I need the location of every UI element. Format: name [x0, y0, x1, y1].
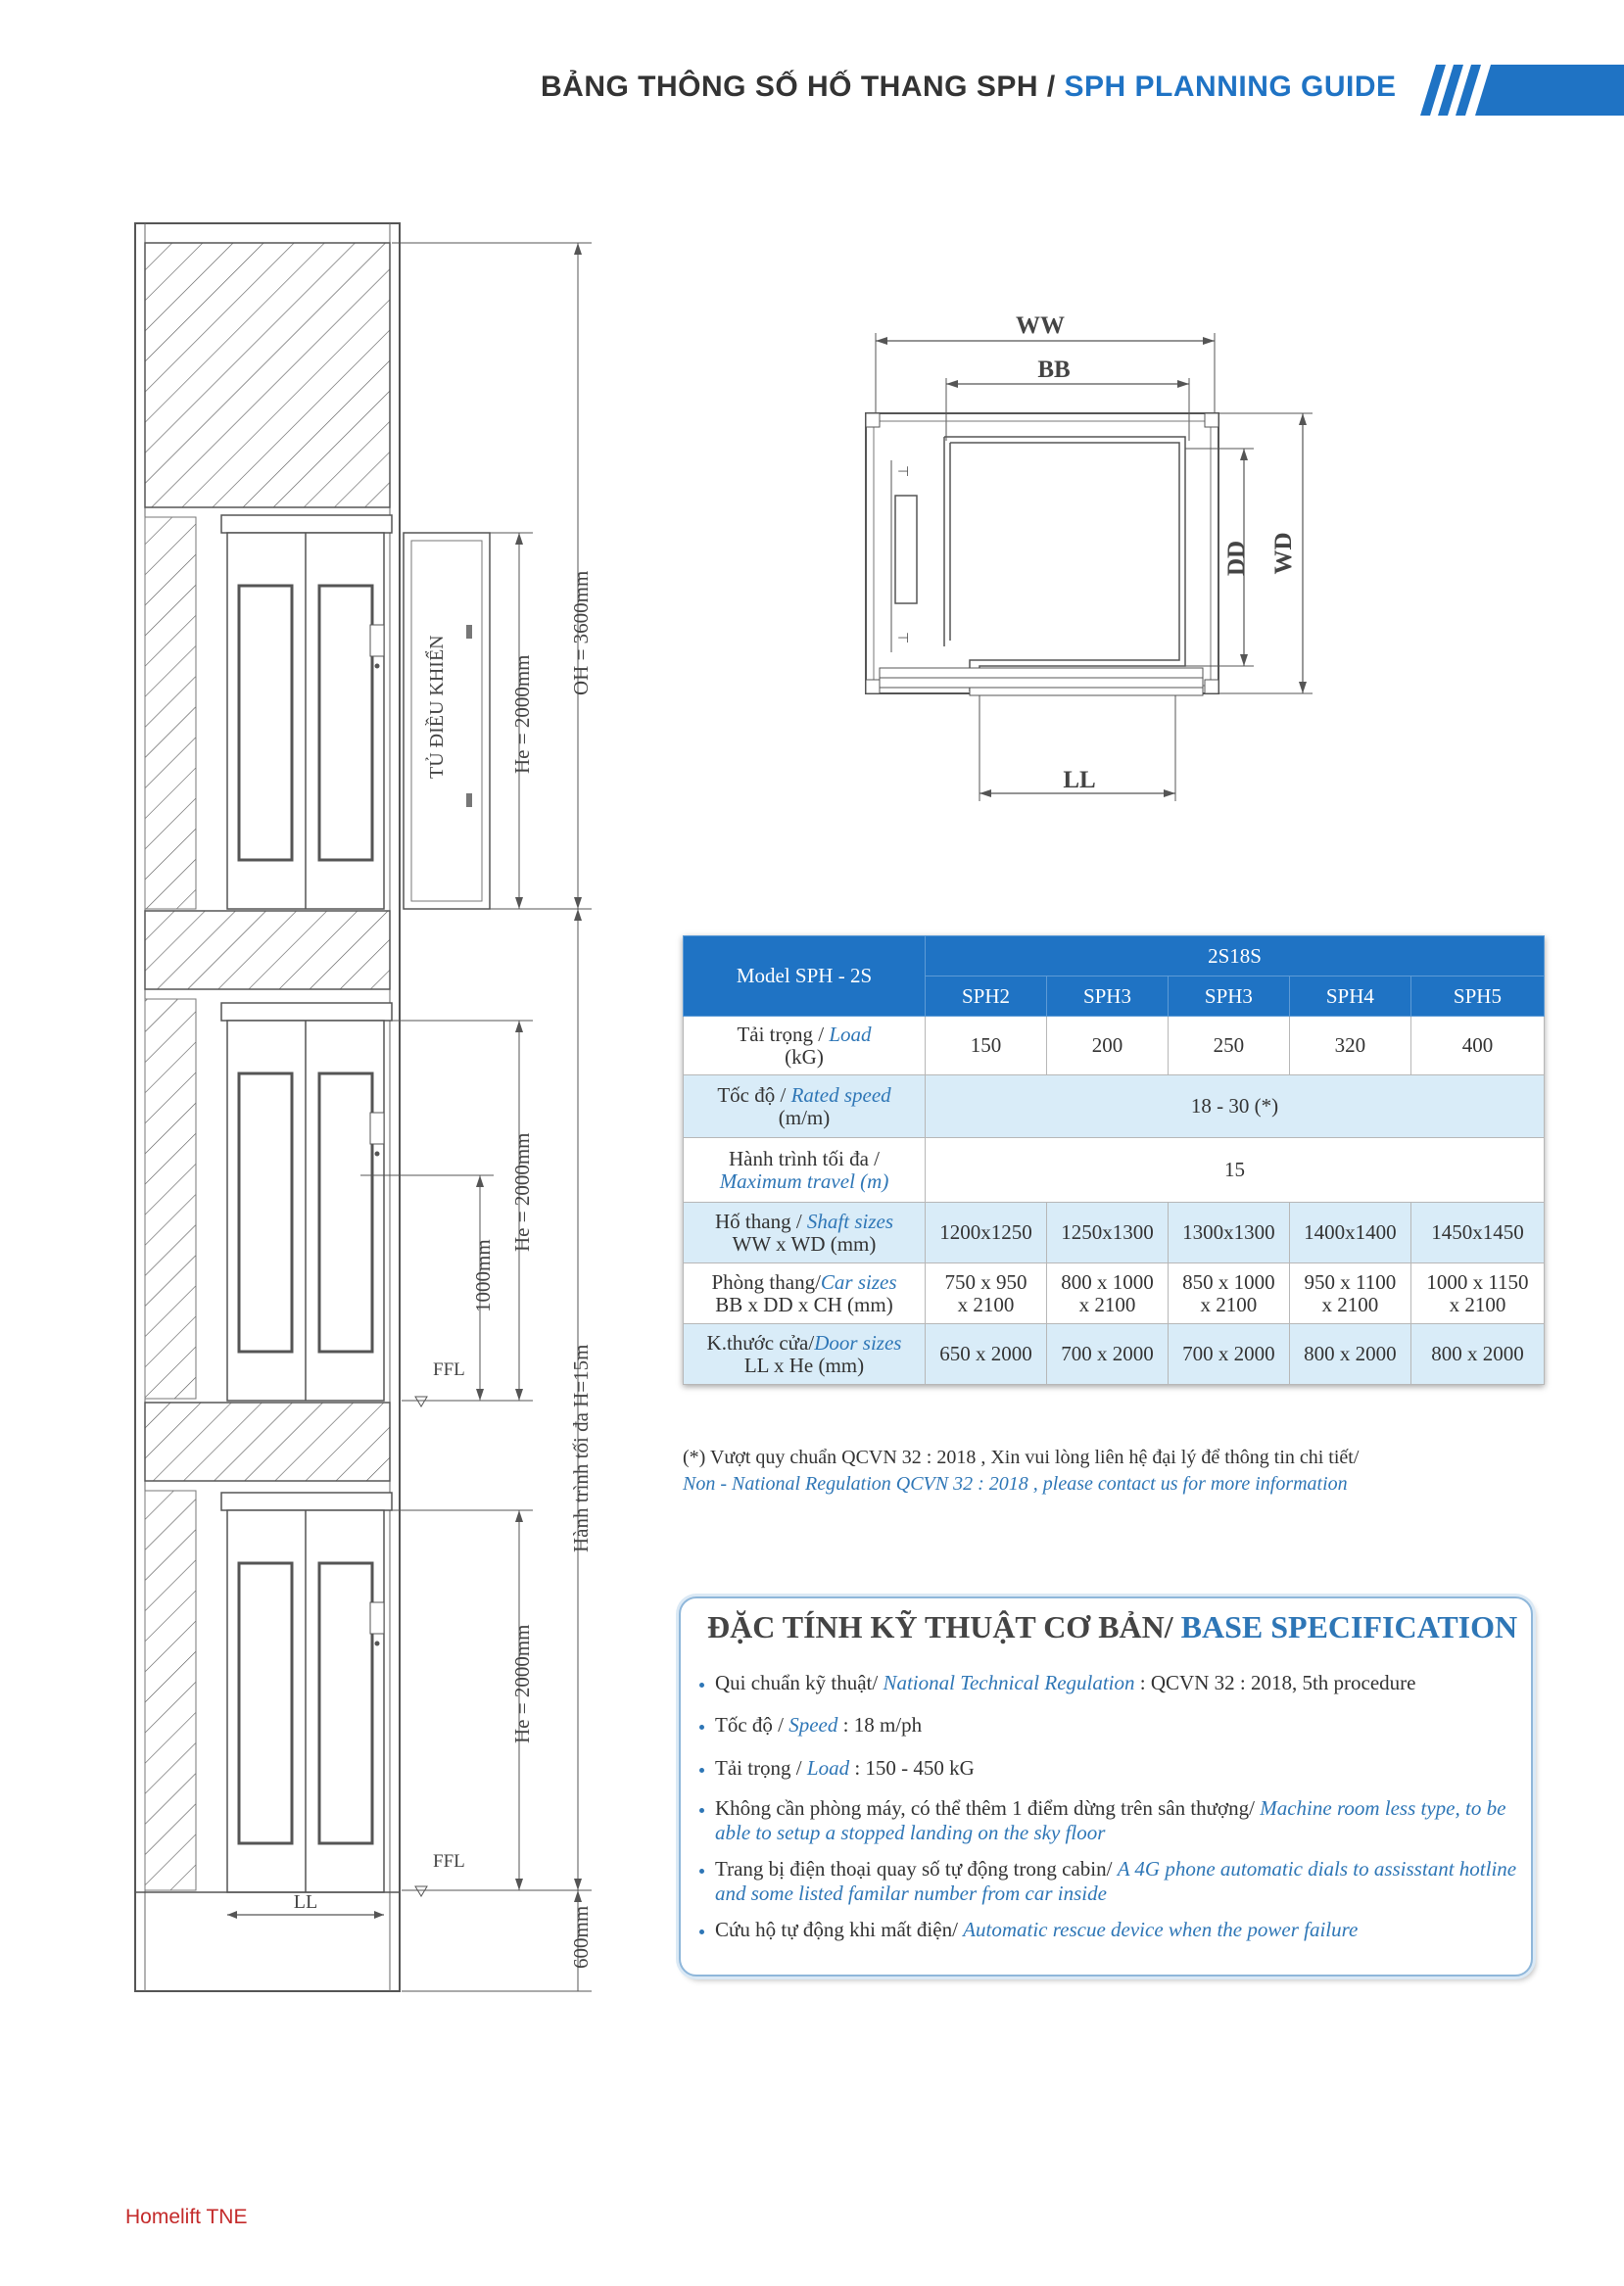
- footer-brand: Homelift TNE: [125, 2206, 248, 2228]
- list-item: Tải trọng / Load : 150 - 450 kG: [697, 1756, 1520, 1781]
- list-item: Cứu hộ tự động khi mất điện/ Automatic rescue device when the power failure: [697, 1918, 1520, 1942]
- cell: 800 x 2000: [1410, 1324, 1544, 1385]
- model-header: Model SPH - 2S: [684, 936, 926, 1017]
- svg-text:⊣: ⊣: [897, 465, 910, 480]
- plan-wd-label: WD: [1270, 532, 1297, 575]
- ffl-mid-label: FFL: [433, 1359, 465, 1380]
- h1000-label: 1000mm: [471, 1239, 495, 1312]
- page-header-title: [541, 71, 1397, 104]
- footnote-vi: (*) Vượt quy chuẩn QCVN 32 : 2018 , Xin vui lòng liên hệ đại lý để thông tin chi tiết/: [683, 1447, 1360, 1468]
- spec-table: [683, 935, 1545, 1385]
- model-col-3: SPH3: [1168, 976, 1289, 1017]
- cell: 800 x 2000: [1289, 1324, 1410, 1385]
- pit-label: 600mm: [569, 1905, 593, 1969]
- header-title-en: SPH PLANNING GUIDE: [1064, 71, 1397, 103]
- model-col-2: SPH3: [1046, 976, 1168, 1017]
- cell: 1400x1400: [1289, 1203, 1410, 1263]
- row-label-load: Tải trọng / Load (kG): [684, 1017, 926, 1075]
- cell: 1200x1250: [926, 1203, 1047, 1263]
- cell: 950 x 1100 x 2100: [1289, 1263, 1410, 1324]
- cell: 320: [1289, 1017, 1410, 1075]
- shaft-elevation-drawing: [118, 206, 627, 1998]
- table-row-door: [684, 1324, 1545, 1385]
- door-middle: [221, 1003, 392, 1401]
- ffl-bottom-label: FFL: [433, 1851, 465, 1872]
- table-row-shaft: [684, 1203, 1545, 1263]
- table-row-speed: [684, 1075, 1545, 1138]
- table-row-car: [684, 1263, 1545, 1324]
- cell-merged: 15: [926, 1138, 1545, 1203]
- he-mid-label: He = 2000mm: [510, 1132, 534, 1252]
- cell-merged: 18 - 30 (*): [926, 1075, 1545, 1138]
- cell: 250: [1168, 1017, 1289, 1075]
- group-header: 2S18S: [926, 936, 1545, 976]
- table-row-travel: [684, 1138, 1545, 1203]
- travel-label: Hành trình tối đa H=15m: [569, 1344, 593, 1552]
- cell: 1000 x 1150 x 2100: [1410, 1263, 1544, 1324]
- table-row-load: [684, 1017, 1545, 1075]
- model-col-5: SPH5: [1410, 976, 1544, 1017]
- cell: 850 x 1000 x 2100: [1168, 1263, 1289, 1324]
- cell: 650 x 2000: [926, 1324, 1047, 1385]
- footnote-en: Non - National Regulation QCVN 32 : 2018 , please contact us for more information: [683, 1473, 1348, 1495]
- base-spec-title: [707, 1609, 1517, 1645]
- cell: 800 x 1000 x 2100: [1046, 1263, 1168, 1324]
- model-col-4: SPH4: [1289, 976, 1410, 1017]
- header-stripes-icon: [1403, 61, 1624, 119]
- cell: 750 x 950 x 2100: [926, 1263, 1047, 1324]
- door-upper: [221, 515, 392, 909]
- plan-ww-label: WW: [1016, 312, 1065, 339]
- cell: 1450x1450: [1410, 1203, 1544, 1263]
- header-separator: /: [1038, 71, 1065, 103]
- elev-ll-label: LL: [293, 1891, 318, 1913]
- spec-title-en: BASE SPECIFICATION: [1180, 1609, 1518, 1644]
- cell: 1250x1300: [1046, 1203, 1168, 1263]
- list-item: Tốc độ / Speed : 18 m/ph: [697, 1713, 1520, 1738]
- base-spec-list: [697, 1671, 1520, 1942]
- cell: 1300x1300: [1168, 1203, 1289, 1263]
- he-top-label: He = 2000mm: [510, 654, 534, 774]
- table-footnote: [683, 1445, 1359, 1498]
- cell: 400: [1410, 1017, 1544, 1075]
- cell: 200: [1046, 1017, 1168, 1075]
- row-label-shaft: Hố thang / Shaft sizes WW x WD (mm): [684, 1203, 926, 1263]
- list-item: Không cần phòng máy, có thể thêm 1 điểm dừng trên sân thượng/ Machine room less type, to be able to setup a stopped landing on the sky floor: [697, 1796, 1520, 1845]
- cell: 700 x 2000: [1168, 1324, 1289, 1385]
- header-title-vi: BẢNG THÔNG SỐ HỐ THANG SPH: [541, 71, 1039, 103]
- row-label-door: K.thước cửa/Door sizes LL x He (mm): [684, 1324, 926, 1385]
- list-item: Trang bị điện thoại quay số tự động trong cabin/ A 4G phone automatic dials to assisstant hotline and some listed familar number from car inside: [697, 1857, 1520, 1906]
- plan-bb-label: BB: [1037, 357, 1071, 383]
- cell: 700 x 2000: [1046, 1324, 1168, 1385]
- svg-text:⊣: ⊣: [897, 632, 910, 646]
- plan-ll-label: LL: [1063, 767, 1096, 793]
- door-lower: [221, 1493, 392, 1892]
- row-label-travel: Hành trình tối đa / Maximum travel (m): [684, 1138, 926, 1203]
- model-col-1: SPH2: [926, 976, 1047, 1017]
- list-item: Qui chuẩn kỹ thuật/ National Technical Regulation : QCVN 32 : 2018, 5th procedure: [697, 1671, 1520, 1695]
- control-cabinet-label: TỦ ĐIỀU KHIỂN: [426, 635, 448, 779]
- cell: 150: [926, 1017, 1047, 1075]
- he-bottom-label: He = 2000mm: [510, 1624, 534, 1743]
- spec-title-vi: ĐẶC TÍNH KỸ THUẬT CƠ BẢN/: [707, 1609, 1181, 1644]
- row-label-speed: Tốc độ / Rated speed (m/m): [684, 1075, 926, 1138]
- row-label-car: Phòng thang/Car sizes BB x DD x CH (mm): [684, 1263, 926, 1324]
- shaft-plan-drawing: [852, 304, 1342, 813]
- plan-dd-label: DD: [1223, 540, 1250, 577]
- oh-label: OH = 3600mm: [569, 570, 593, 695]
